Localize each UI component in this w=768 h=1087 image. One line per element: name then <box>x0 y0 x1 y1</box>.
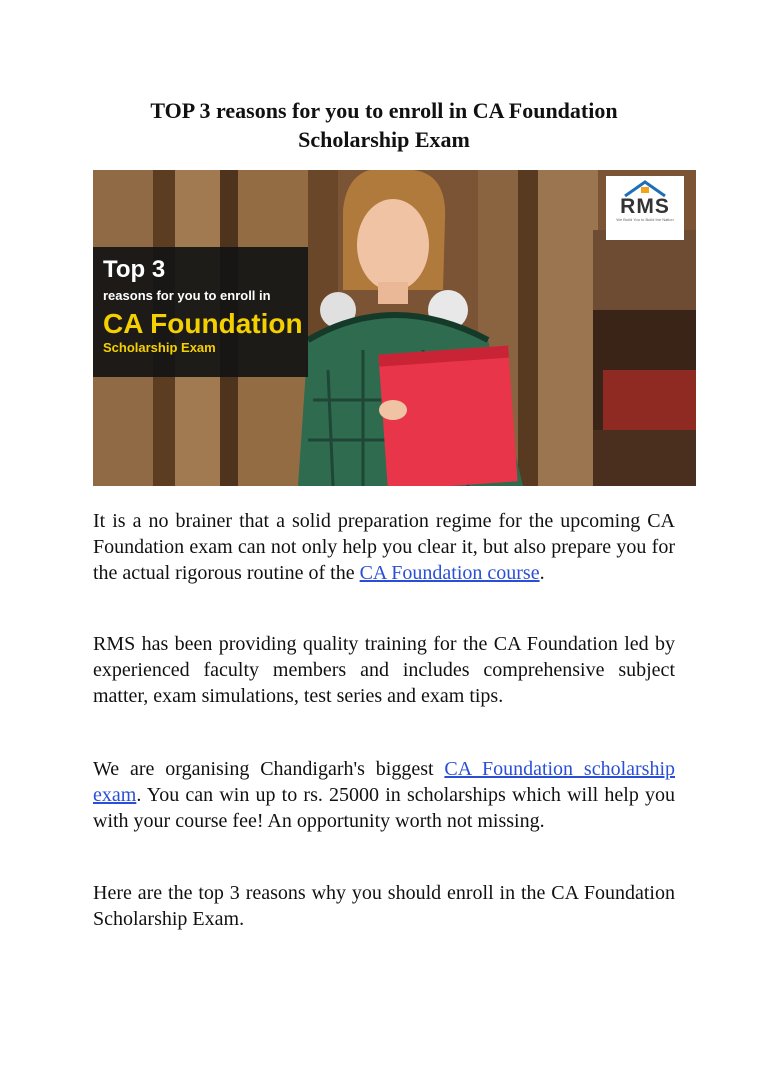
logo-text: RMS <box>620 195 670 218</box>
ca-foundation-course-link[interactable]: CA Foundation course <box>359 562 540 584</box>
hero-subline: reasons for you to enroll in <box>103 288 271 303</box>
paragraph-intro <box>93 508 675 586</box>
paragraph-intro-end: . <box>539 562 545 584</box>
paragraph-scholarship-end: . You can win up to rs. 25000 in scholarships which will help you with your course fee! An opportunity worth not missing. <box>93 784 675 832</box>
scholarship-exam-link[interactable]: CA Foundation scholarship exam <box>93 758 676 806</box>
hero-scholarship: Scholarship Exam <box>103 340 216 355</box>
paragraph-reasons: Here are the top 3 reasons why you should enroll in the CA Foundation Scholarship Exam. <box>93 882 675 930</box>
paragraph-scholarship <box>93 756 675 834</box>
hero-image <box>93 170 696 486</box>
hero-banner <box>93 247 308 377</box>
hero-headline: Top 3 <box>103 256 166 283</box>
page-title: TOP 3 reasons for you to enroll in CA Foundation Scholarship Exam <box>150 98 618 152</box>
rms-logo <box>606 176 684 240</box>
paragraph-rms: RMS has been providing quality training for the CA Foundation led by experienced faculty members and includes comprehensive subject matter, exam simulations, test series and exam tips. <box>93 633 675 707</box>
logo-tagline: We Build You to Build the Nation <box>616 217 674 222</box>
paragraph-intro-text: It is a no brainer that a solid preparation regime for the upcoming CA Foundation exam can not only help you clear it, but also prepare you for the actual rigorous routine of the <box>93 510 675 584</box>
paragraph-scholarship-start: We are organising Chandigarh's biggest <box>93 758 445 780</box>
hero-ca-foundation: CA Foundation <box>103 308 303 339</box>
